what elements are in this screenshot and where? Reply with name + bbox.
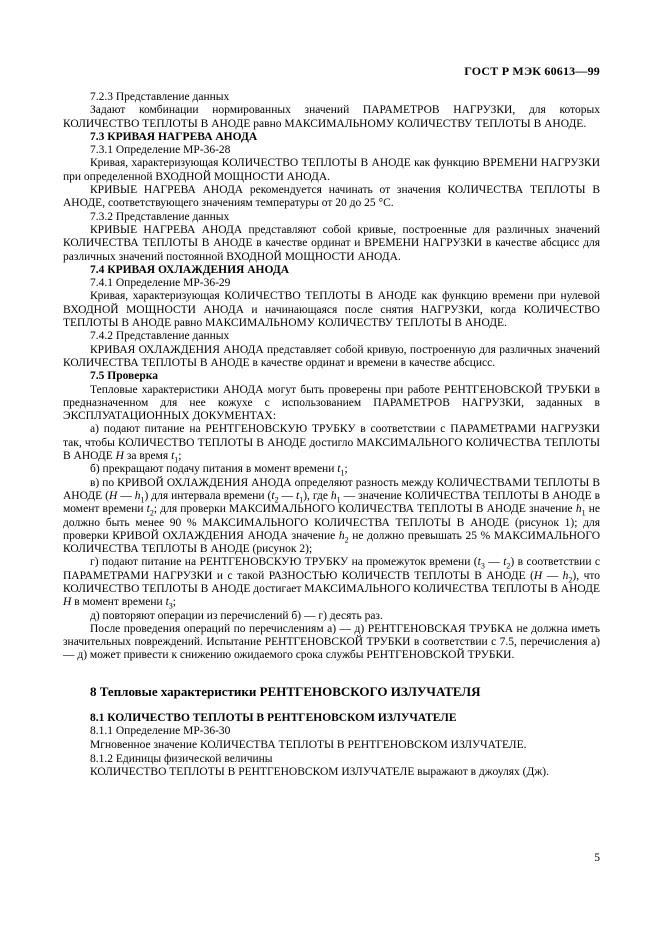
list-item-a: а) подают питание на РЕНТГЕНОВСКУЮ ТРУБКУ в соответствии с ПАРАМЕТРАМИ НАГРУЗКИ так, чтобы КОЛИЧЕСТВО ТЕПЛОТЫ В АНОДЕ достигло МАКСИМАЛЬНОГО КОЛИЧЕСТВА ТЕПЛОТЫ В АНОДЕ H за время $t_1$; bbox=[63, 423, 600, 465]
list-item-d: д) повторяют операции из перечислений б) — г) десять раз. bbox=[90, 609, 383, 622]
clause-7-3-heading: 7.3 КРИВАЯ НАГРЕВА АНОДА bbox=[90, 130, 258, 143]
section-8-heading: 8 Тепловые характеристики РЕНТГЕНОВСКОГО ИЗЛУЧАТЕЛЯ bbox=[90, 683, 481, 699]
clause-7-4-2-title: 7.4.2 Представление данных bbox=[90, 330, 230, 343]
list-item-v: в) по КРИВОЙ ОХЛАЖДЕНИЯ АНОДА определяют разность между КОЛИЧЕСТВАМИ ТЕПЛОТЫ В АНОДЕ (H — $h_1$) для интервала времени ($t_2$ — $t_1$), где $h_1$ — значение КОЛИЧЕСТВА ТЕПЛОТЫ В АНОДЕ в момент времени $t_2$; для проверки МАКСИМАЛЬНОГО КОЛИЧЕСТВА ТЕПЛОТЫ В АНОДЕ значение $h_1$ не должно быть менее 90 % МАКСИМАЛЬНОГО КОЛИЧЕСТВА ТЕПЛОТЫ В АНОДЕ (рисунок 1); для проверки КРИВОЙ ОХЛАЖДЕНИЯ АНОДА значение $h_2$ не должно превышать 25 % МАКСИМАЛЬНОГО КОЛИЧЕСТВА ТЕПЛОТЫ В АНОДЕ (рисунок 2); bbox=[63, 476, 601, 556]
paragraph: Задают комбинации нормированных значений ПАРАМЕТРОВ НАГРУЗКИ, для которых КОЛИЧЕСТВО ТЕПЛОТЫ В АНОДЕ равно МАКСИМАЛЬНОМУ КОЛИЧЕСТВУ ТЕПЛОТЫ В АНОДЕ. bbox=[63, 104, 600, 130]
paragraph: КРИВЫЕ НАГРЕВА АНОДА представляют собой кривые, построенные для различных значений КОЛИЧЕСТВА ТЕПЛОТЫ В АНОДЕ в качестве ординат и ВРЕМЕНИ НАГРУЗКИ в качестве абсцисс для различных значений постоянной ВХОДНОЙ МОЩНОСТИ АНОДА. bbox=[63, 223, 600, 263]
paragraph: КРИВЫЕ НАГРЕВА АНОДА рекомендуется начинать от значения КОЛИЧЕСТВА ТЕПЛОТЫ В АНОДЕ, соответствующего значениям температуры от 20 до 25 °С. bbox=[63, 184, 600, 210]
standard-number-header: ГОСТ Р МЭК 60613—99 bbox=[464, 64, 600, 78]
section-8-1-block bbox=[63, 712, 600, 780]
clause-8-1-heading: 8.1 КОЛИЧЕСТВО ТЕПЛОТЫ В РЕНТГЕНОВСКОМ ИЗЛУЧАТЕЛЕ bbox=[90, 711, 457, 724]
clause-7-4-heading: 7.4 КРИВАЯ ОХЛАЖДЕНИЯ АНОДА bbox=[90, 263, 290, 276]
document-body bbox=[63, 91, 600, 780]
paragraph: Тепловые характеристики АНОДА могут быть проверены при работе РЕНТГЕНОВСКОЙ ТРУБКИ в предназначенном для нее кожухе с использованием ПАРАМЕТРОВ НАГРУЗКИ, заданных в ЭКСПЛУАТАЦИОННЫХ ДОКУМЕНТАХ: bbox=[63, 383, 600, 423]
clause-8-1-1-title: 8.1.1 Определение МР-36-30 bbox=[90, 725, 231, 738]
paragraph: После проведения операций по перечислениям а) — д) РЕНТГЕНОВСКАЯ ТРУБКА не должна иметь значительных повреждений. Испытание РЕНТГЕНОВСКОЙ ТРУБКИ в соответствии с 7.5, перечисления а) — д) может привести к снижению ожидаемого срока службы РЕНТГЕНОВСКОЙ ТРУБКИ. bbox=[63, 622, 600, 662]
paragraph: КРИВАЯ ОХЛАЖДЕНИЯ АНОДА представляет собой кривую, построенную для различных значений КОЛИЧЕСТВА ТЕПЛОТЫ В АНОДЕ в качестве ординат и времени в качестве абсцисс. bbox=[63, 343, 600, 369]
page-number: 5 bbox=[594, 852, 600, 864]
paragraph: Мгновенное значение КОЛИЧЕСТВА ТЕПЛОТЫ В РЕНТГЕНОВСКОМ ИЗЛУЧАТЕЛЕ. bbox=[90, 738, 527, 751]
clause-7-3-1-title: 7.3.1 Определение МР-36-28 bbox=[90, 144, 231, 157]
list-item-b: б) прекращают подачу питания в момент времени $t_1$; bbox=[90, 463, 348, 478]
paragraph: Кривая, характеризующая КОЛИЧЕСТВО ТЕПЛОТЫ В АНОДЕ как функцию времени при нулевой ВХОДНОЙ МОЩНОСТИ АНОДА и начинающаяся после снятия НАГРУЗКИ, когда КОЛИЧЕСТВО ТЕПЛОТЫ В АНОДЕ равно МАКСИМАЛЬНОМУ КОЛИЧЕСТВУ ТЕПЛОТЫ В АНОДЕ. bbox=[63, 290, 600, 330]
list-item-g: г) подают питание на РЕНТГЕНОВСКУЮ ТРУБКУ на промежуток времени ($t_3$ — $t_2$) в соответствии с ПАРАМЕТРАМИ НАГРУЗКИ и с такой РАЗНОСТЬЮ КОЛИЧЕСТВ ТЕПЛОТЫ В АНОДЕ (H — $h_2$), что КОЛИЧЕСТВО ТЕПЛОТЫ В АНОДЕ достигает МАКСИМАЛЬНОГО КОЛИЧЕСТВА ТЕПЛОТЫ В АНОДЕ H в момент времени $t_3$; bbox=[63, 556, 601, 611]
paragraph: Кривая, характеризующая КОЛИЧЕСТВО ТЕПЛОТЫ В АНОДЕ как функцию ВРЕМЕНИ НАГРУЗКИ при определенной ВХОДНОЙ МОЩНОСТИ АНОДА. bbox=[63, 157, 600, 183]
clause-8-1-2-title: 8.1.2 Единицы физической величины bbox=[90, 752, 273, 765]
clause-7-2-3-title: 7.2.3 Представление данных bbox=[90, 91, 230, 103]
clause-7-4-1-title: 7.4.1 Определение МР-36-29 bbox=[90, 277, 231, 290]
clause-7-3-2-title: 7.3.2 Представление данных bbox=[90, 210, 230, 223]
paragraph: КОЛИЧЕСТВО ТЕПЛОТЫ В РЕНТГЕНОВСКОМ ИЗЛУЧАТЕЛЕ выражают в джоулях (Дж). bbox=[90, 766, 549, 779]
clause-7-5-heading: 7.5 Проверка bbox=[90, 370, 158, 383]
